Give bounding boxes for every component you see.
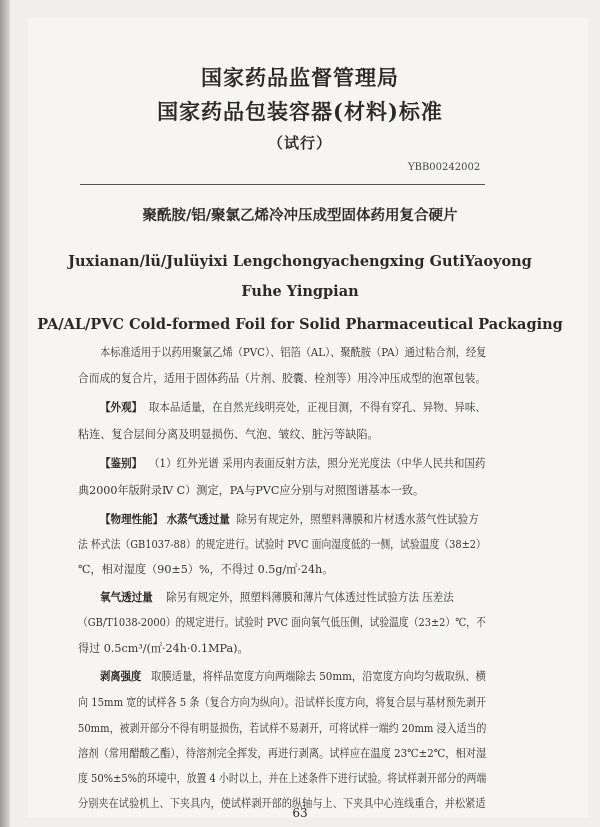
standard-code: YBB00242002 bbox=[408, 162, 481, 173]
standard-title: 国家药品包装容器(材料)标准 bbox=[157, 99, 443, 124]
peel-text: 溶剂（常用醋酸乙酯），待溶剂完全挥发，再进行剥离。试样应在温度 23℃±2℃，相对湿 bbox=[78, 747, 487, 760]
title-pinyin-1: Juxianan/lü/Julüyixi Lengchongyachengxing GutiYaoyong bbox=[68, 253, 532, 270]
water-vapor-text: 除另有规定外，照塑料薄膜和片材透水蒸气性试验方 bbox=[236, 513, 479, 526]
identification-text: （1）红外光谱 采用内表面反射方法，照分光光度法（中华人民共和国药 bbox=[148, 457, 486, 470]
peel-text: 分别夹在试验机上、下夹具内，使试样剥开部的纵轴与上、下夹具中心连线重合，并松紧适 bbox=[78, 797, 486, 810]
identification-text: 典2000年版附录Ⅳ C）测定，PA与PVC应分别与对照图谱基本一致。 bbox=[78, 484, 425, 497]
title-pinyin-2: Fuhe Yingpian bbox=[241, 283, 359, 300]
appearance-label: 【外观】 bbox=[100, 400, 143, 414]
physical-label: 【物理性能】 bbox=[100, 512, 164, 526]
header-rule bbox=[80, 184, 485, 185]
peel-text: 取膜适量，将样品宽度方向两端除去 50mm，沿宽度方向均匀裁取纵、横 bbox=[151, 670, 486, 683]
oxygen-text: 得过 0.5cm³/(㎡·24h·0.1MPa)。 bbox=[78, 642, 249, 655]
trial-label: （试行） bbox=[267, 134, 332, 152]
agency-title: 国家药品监督管理局 bbox=[201, 65, 399, 90]
water-vapor-text: 法 杯式法（GB1037-88）的规定进行。试验时 PVC 面向湿度低的一侧，试验温度（38±2） bbox=[78, 538, 486, 551]
intro-line: 本标准适用于以药用聚氯乙烯（PVC）、铝箔（AL）、聚酰胺（PA）通过粘合剂，经复 bbox=[100, 346, 487, 359]
title-cn: 聚酰胺/铝/聚氯乙烯冷冲压成型固体药用复合硬片 bbox=[142, 207, 458, 224]
page-number: 63 bbox=[292, 806, 308, 820]
water-vapor-text: ℃，相对湿度（90±5）%，不得过 0.5g/㎡·24h。 bbox=[78, 563, 334, 576]
peel-label: 剥离强度 bbox=[100, 669, 142, 683]
oxygen-text: （GB/T1038-2000）的规定进行。试验时 PVC 面向氧气低压侧，试验温度（23±2）℃，不 bbox=[78, 616, 486, 629]
oxygen-text: 除另有规定外，照塑料薄膜和薄片气体透过性试验方法 压差法 bbox=[166, 591, 454, 604]
identification-label: 【鉴别】 bbox=[100, 456, 143, 470]
peel-text: 向 15mm 宽的试样各 5 条（复合方向为纵向）。沿试样长度方向，将复合层与基材预先剥开 bbox=[78, 696, 486, 709]
peel-text: 50mm，被剥开部分不得有明显损伤，若试样不易剥开，可将试样一端约 20mm 浸入适当的 bbox=[78, 722, 487, 735]
oxygen-label: 氧气透过量 bbox=[100, 590, 153, 604]
appearance-text: 取本品适量，在自然光线明亮处，正视目测，不得有穿孔、异物、异味、 bbox=[148, 401, 486, 414]
intro-line: 合而成的复合片，适用于固体药品（片剂、胶囊、栓剂等）用冷冲压成型的泡罩包装。 bbox=[78, 372, 487, 385]
peel-text: 度 50%±5%的环境中，放置 4 小时以上，并在上述条件下进行试验。将试样剥开部分的两端 bbox=[78, 772, 487, 785]
appearance-text: 粘连、复合层间分离及明显损伤、气泡、皱纹、脏污等缺陷。 bbox=[78, 428, 379, 441]
water-vapor-label: 水蒸气透过量 bbox=[166, 512, 230, 526]
title-en: PA/AL/PVC Cold-formed Foil for Solid Pharmaceutical Packaging bbox=[37, 316, 563, 333]
